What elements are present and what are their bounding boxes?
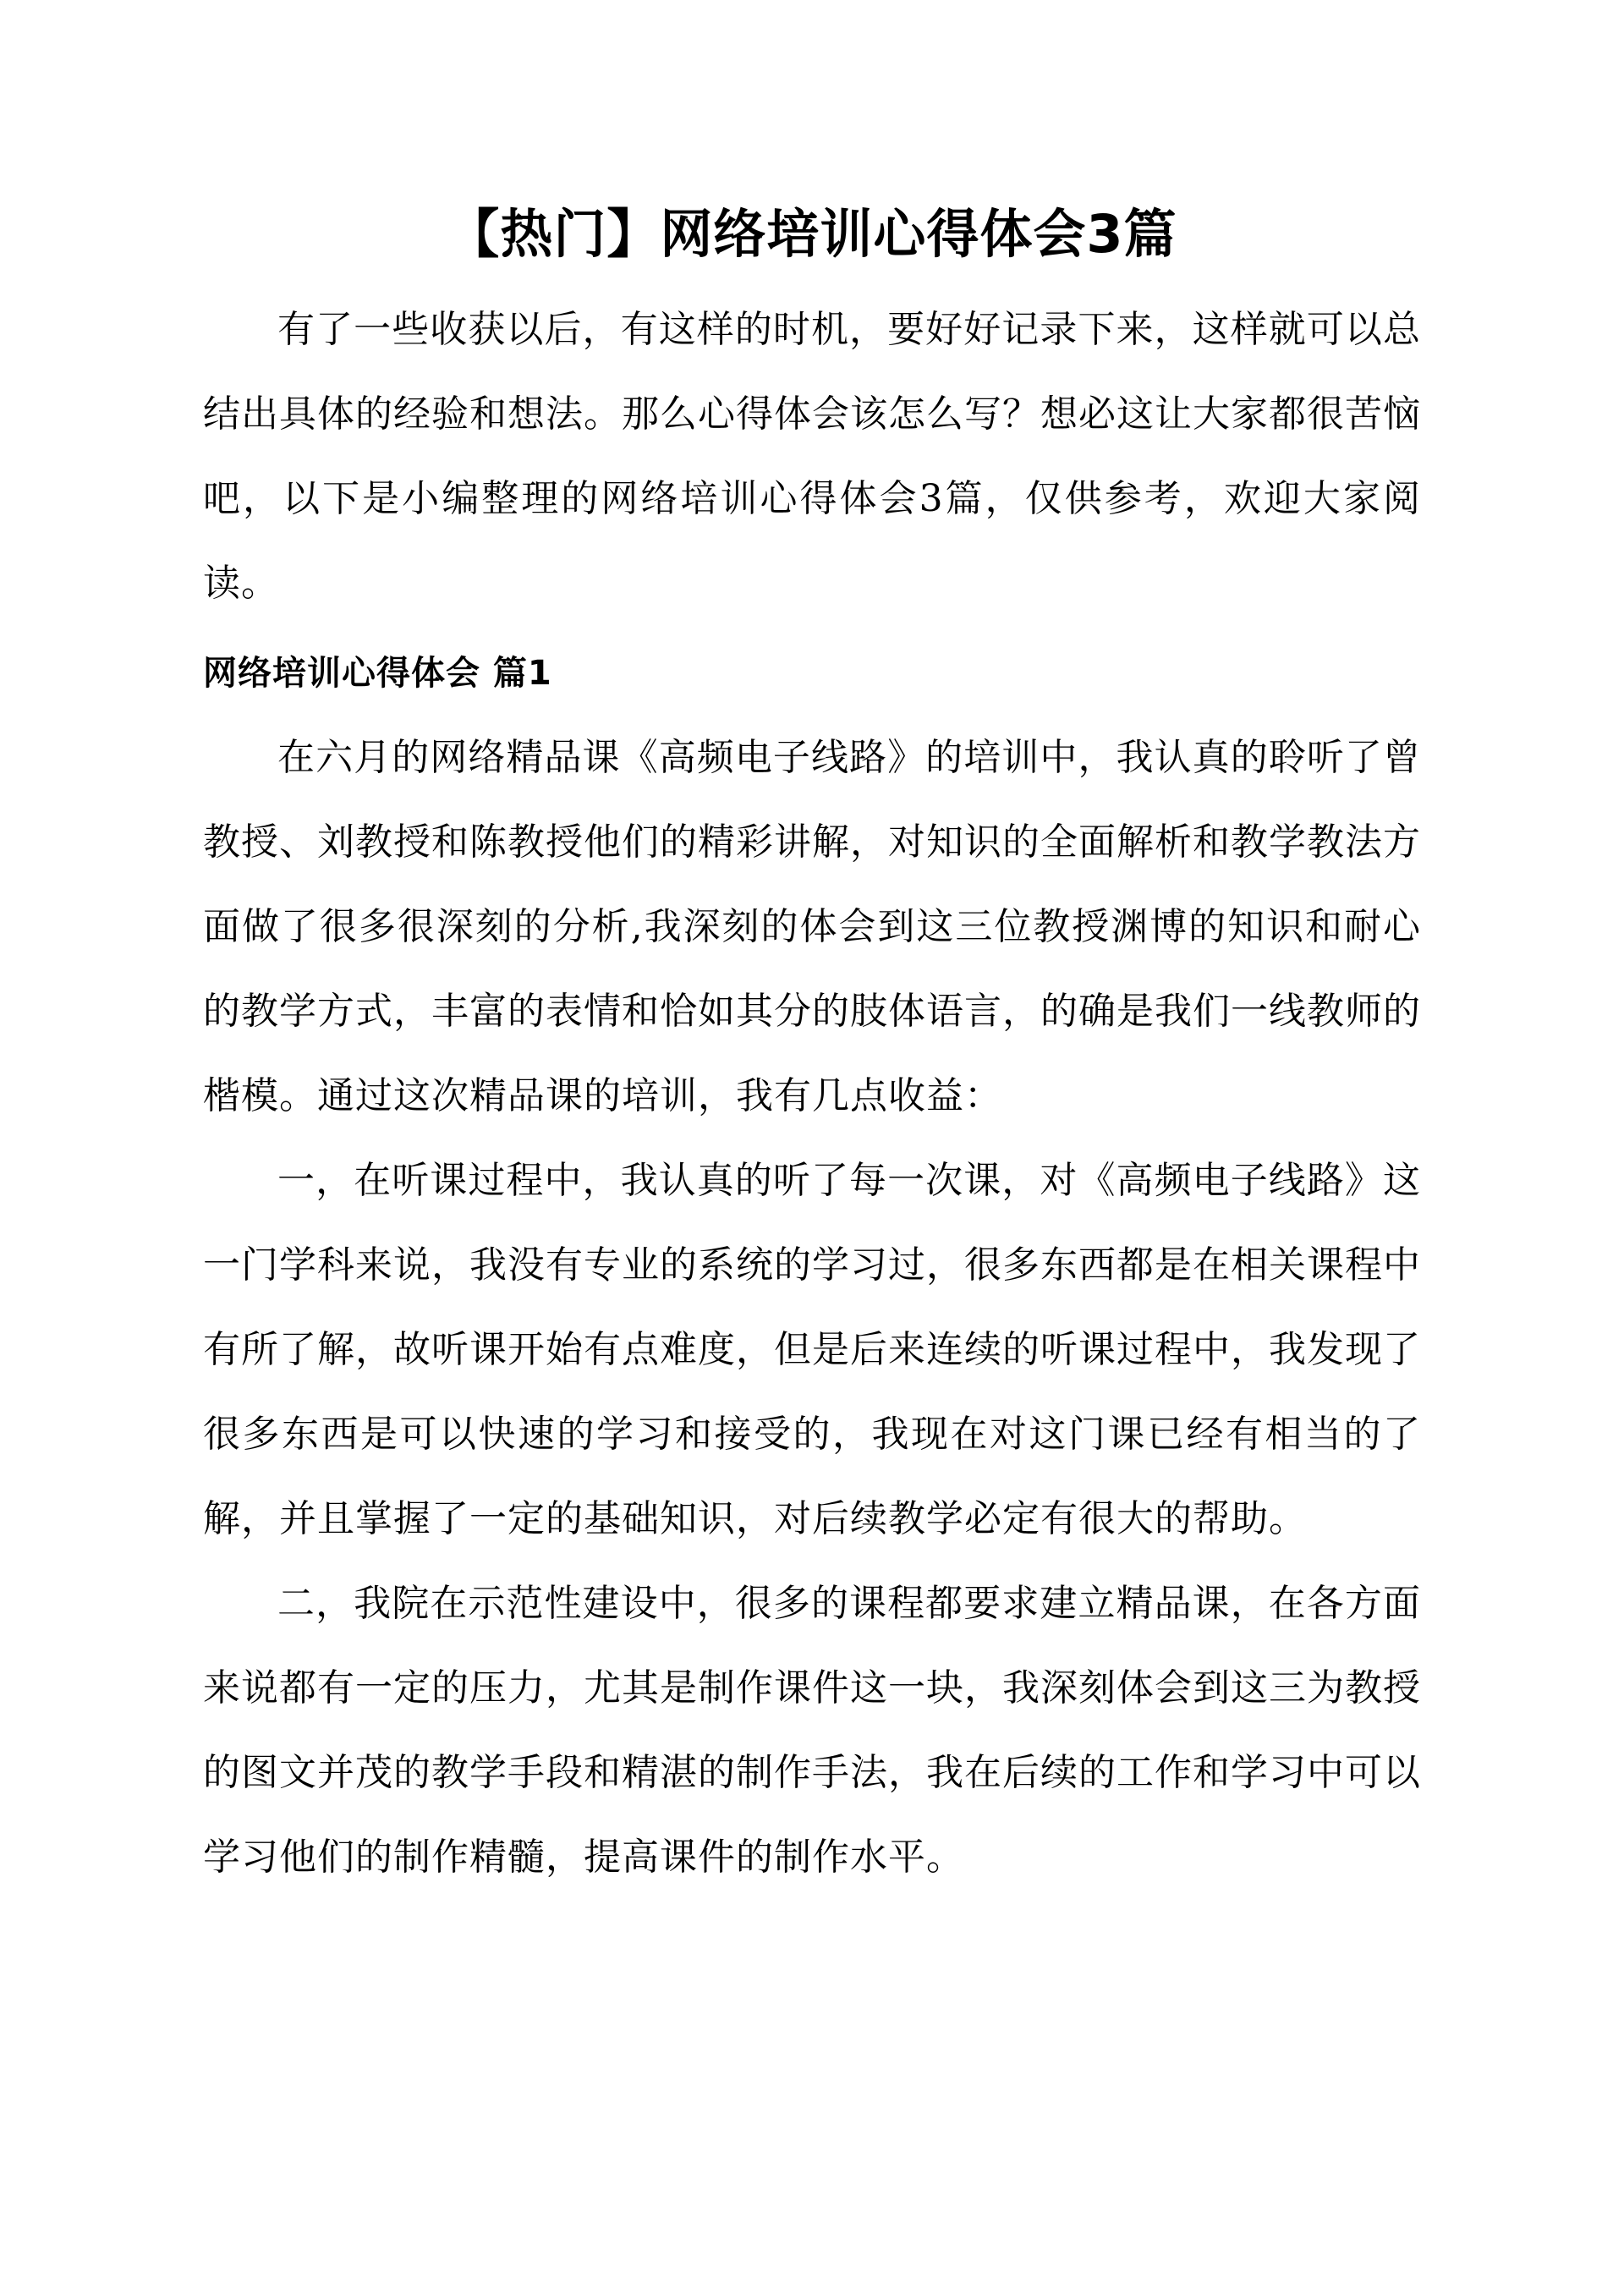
body-paragraph: 一，在听课过程中，我认真的听了每一次课，对《高频电子线路》这一门学科来说，我没有专业的系统的学习过，很多东西都是在相关课程中有所了解，故听课开始有点难度，但是后来连续的听课过程中，我发现了很多东西是可以快速的学习和接受的，我现在对这门课已经有相当的了解，并且掌握了一定的基础知识，对后续教学必定有很大的帮助。 bbox=[203, 1159, 1421, 1540]
body-paragraph: 在六月的网络精品课《高频电子线路》的培训中，我认真的聆听了曾教授、刘教授和陈教授他们的精彩讲解，对知识的全面解析和教学教法方面做了很多很深刻的分析,我深刻的体会到这三位教授渊博的知识和耐心的教学方式，丰富的表情和恰如其分的肢体语言，的确是我们一线教师的楷模。通过这次精品课的培训，我有几点收益： bbox=[203, 736, 1421, 1117]
body-paragraph: 二，我院在示范性建设中，很多的课程都要求建立精品课，在各方面来说都有一定的压力，尤其是制作课件这一块，我深刻体会到这三为教授的图文并茂的教学手段和精湛的制作手法，我在后续的工作和学习中可以学习他们的制作精髓，提高课件的制作水平。 bbox=[203, 1582, 1421, 1879]
document-title: 【热门】网络培训心得体会3篇 bbox=[447, 203, 1177, 265]
intro-paragraph: 有了一些收获以后，有这样的时机，要好好记录下来，这样就可以总结出具体的经验和想法。那么心得体会该怎么写？想必这让大家都很苦恼吧，以下是小编整理的网络培训心得体会3篇，仅供参考，欢迎大家阅读。 bbox=[203, 308, 1421, 605]
document-body bbox=[203, 288, 1421, 1900]
section-heading: 网络培训心得体会 篇1 bbox=[203, 654, 552, 693]
